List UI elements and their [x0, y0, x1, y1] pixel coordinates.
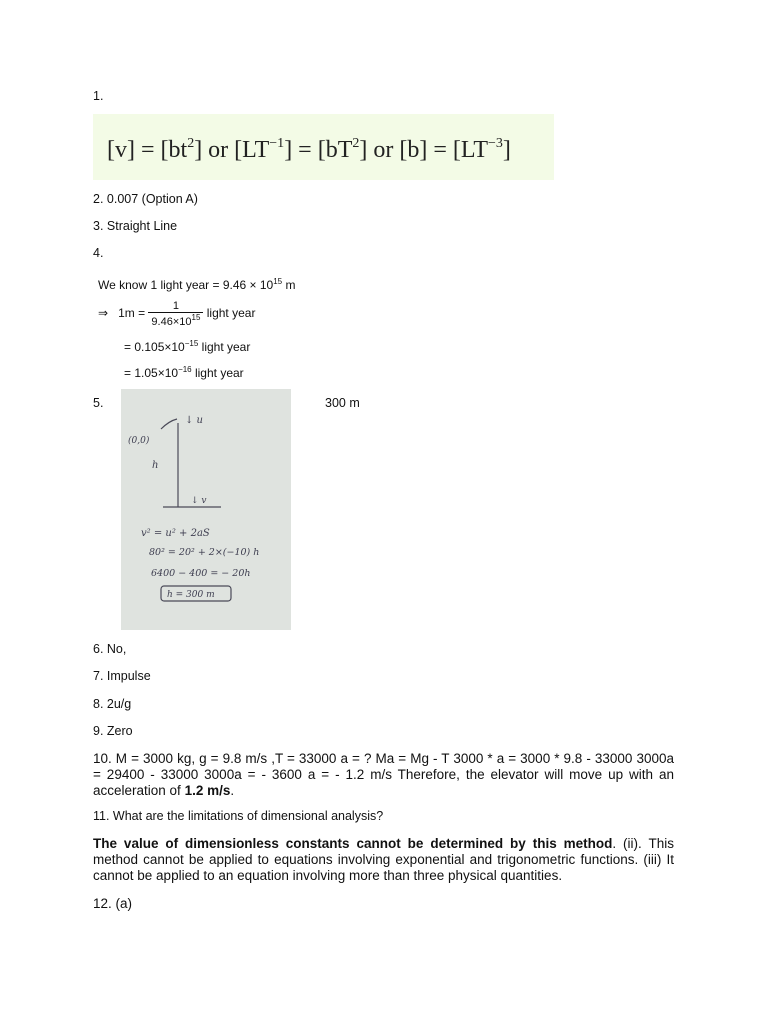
light-year-line-2: ⇒ 1m = $\frac{1}{9.46\times 10^{15}}$ light year: [98, 300, 256, 328]
origin-label: (0,0): [128, 436, 150, 446]
item-10-answer: 10. M = 3000 kg, g = 9.8 m/s ,T = 33000 a = ? Ma = Mg - T 3000 * a = 3000 * 9.8 - 33000 3000a = 29400 - 33000 3000a = - 3600 a = - 1.2 m/s Therefore, the elevator will move up with an acceleration of 1.2 m/s.: [93, 751, 674, 798]
light-year-line-3: = $0.105\times 10^{-15}$ light year: [124, 339, 251, 354]
item-1-number: 1.: [93, 89, 104, 103]
velocity-v-label: ↓ v: [191, 496, 207, 506]
item-5-number: 5.: [93, 396, 104, 410]
item-11-question: 11. What are the limitations of dimensional analysis?: [93, 809, 384, 823]
handwritten-notes: [121, 389, 291, 630]
velocity-u-label: ↓ u: [185, 415, 203, 426]
item-11-answer: The value of dimensionless constants cannot be determined by this method. (ii). This method cannot be applied to equations involving exponential and trigonometric functions. (iii) It cannot be applied to an equation involving more than three physical quantities.: [93, 836, 674, 883]
item-5-answer: 300 m: [325, 396, 360, 410]
item-12-answer: 12. (a): [93, 896, 133, 911]
formula-line-2: 80² = 20² + 2×(−10) h: [149, 547, 260, 558]
item-7-answer: 7. Impulse: [93, 669, 151, 683]
handwritten-solution-photo: [121, 389, 291, 630]
formula-line-3: 6400 − 400 = − 20h: [151, 568, 251, 579]
light-year-calculation: [94, 272, 304, 384]
item-4-number: 4.: [93, 246, 104, 260]
trajectory-arrow: [161, 419, 177, 429]
item-8-answer: 8. 2u/g: [93, 697, 132, 711]
fraction: $\frac{1}{9.46\times 10^{15}}$: [148, 300, 203, 328]
item-2-answer: 2. 0.007 (Option A): [93, 192, 198, 206]
item-6-answer: 6. No,: [93, 642, 127, 656]
dimension-equation: $[v] = [bt^2]$ or $[LT^{-1}] = [bT^2]$ or $[b] = [LT^{-3}]$: [107, 136, 511, 163]
formula-line-4: h = 300 m: [167, 590, 215, 600]
formula-line-1: v² = u² + 2aS: [141, 528, 210, 539]
equation-image-box: [93, 114, 554, 180]
light-year-line-1: We know 1 light year = $9.46 \times 10^{15}$ m: [98, 277, 296, 292]
item-9-answer: 9. Zero: [93, 724, 133, 738]
height-label: h: [152, 460, 159, 471]
light-year-line-4: = $1.05\times 10^{-16}$ light year: [124, 365, 244, 380]
item-3-answer: 3. Straight Line: [93, 219, 178, 233]
